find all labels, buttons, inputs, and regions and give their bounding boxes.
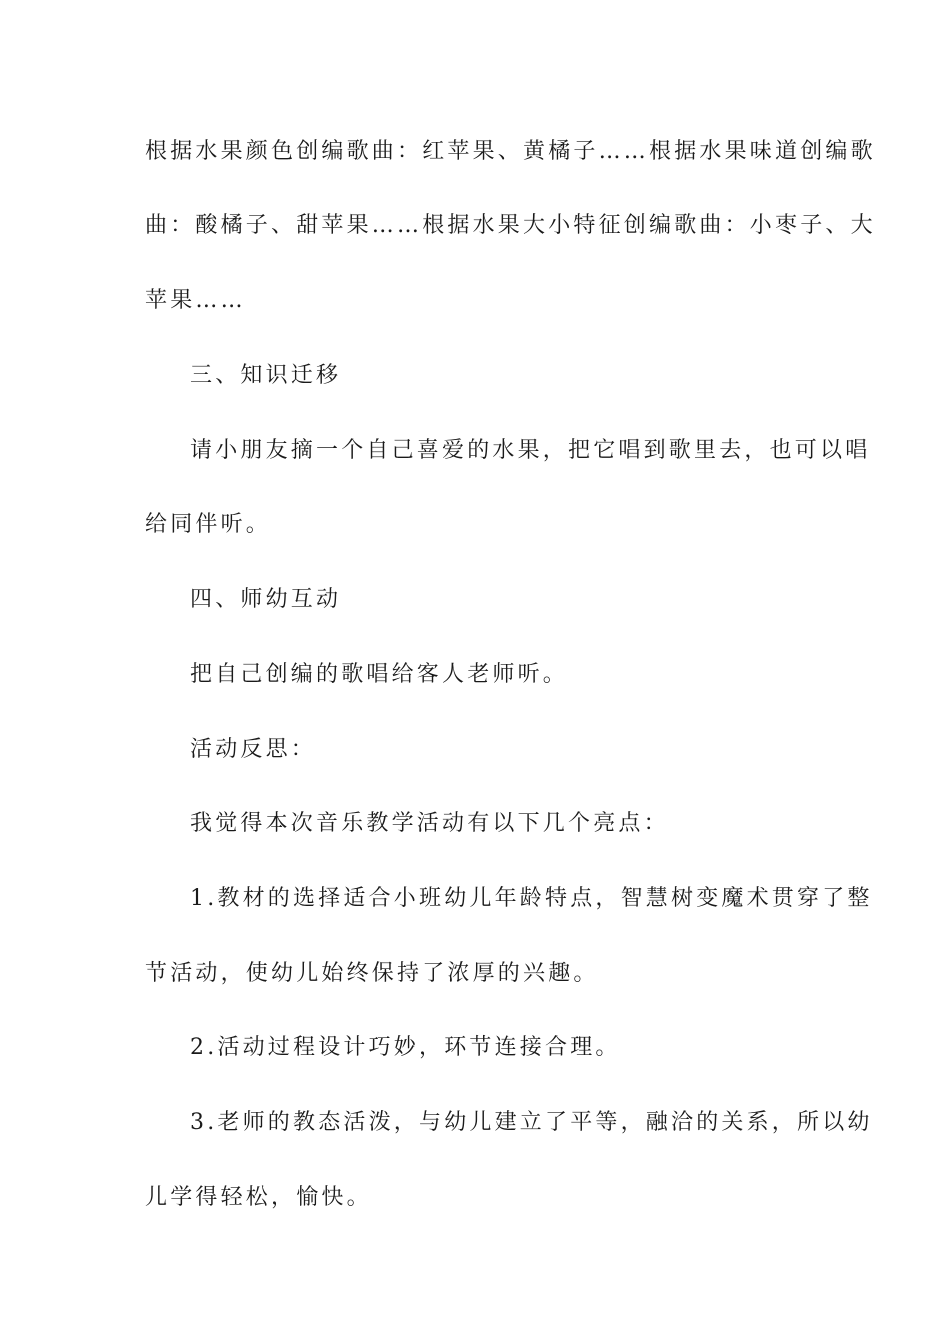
paragraph-line: 节活动，使幼儿始终保持了浓厚的兴趣。 bbox=[145, 961, 599, 986]
list-item: 3.老师的教态活泼，与幼儿建立了平等，融洽的关系，所以幼 bbox=[190, 1110, 873, 1135]
list-item: 1.教材的选择适合小班幼儿年龄特点，智慧树变魔术贯穿了整 bbox=[190, 886, 873, 911]
paragraph-line: 我觉得本次音乐教学活动有以下几个亮点： bbox=[190, 811, 669, 836]
paragraph-line: 把自己创编的歌唱给客人老师听。 bbox=[190, 662, 569, 687]
paragraph-line: 曲：酸橘子、甜苹果……根据水果大小特征创编歌曲：小枣子、大 bbox=[145, 213, 876, 238]
section-heading: 四、师幼互动 bbox=[190, 587, 342, 612]
paragraph-line: 根据水果颜色创编歌曲：红苹果、黄橘子……根据水果味道创编歌 bbox=[145, 139, 876, 164]
section-heading: 三、知识迁移 bbox=[190, 363, 342, 388]
paragraph-line: 苹果…… bbox=[145, 288, 246, 313]
paragraph-line: 儿学得轻松，愉快。 bbox=[145, 1185, 372, 1210]
list-item: 2.活动过程设计巧妙，环节连接合理。 bbox=[190, 1035, 621, 1060]
section-heading: 活动反思： bbox=[190, 737, 317, 762]
paragraph-line: 给同伴听。 bbox=[145, 512, 272, 537]
paragraph-line: 请小朋友摘一个自己喜爱的水果，把它唱到歌里去，也可以唱 bbox=[190, 438, 871, 463]
